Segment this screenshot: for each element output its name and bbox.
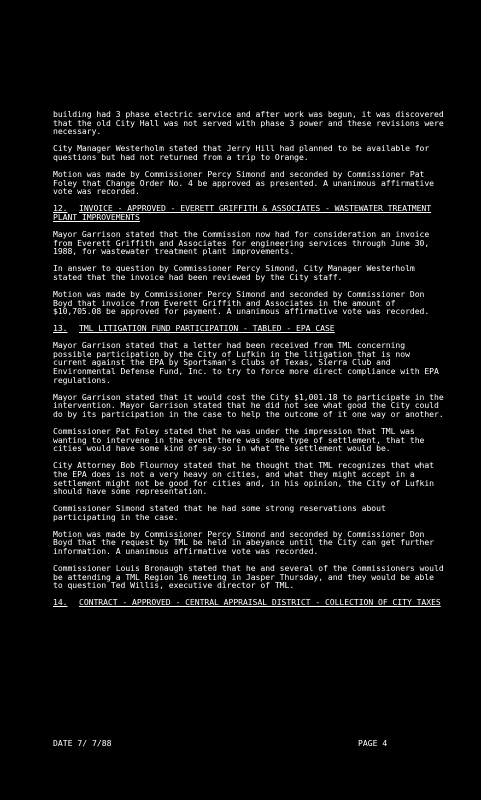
footer-date: DATE 7/ 7/88 [53, 738, 112, 748]
agenda-item-heading [53, 204, 445, 221]
document-body [53, 110, 445, 616]
scan-border [0, 0, 481, 10]
minutes-paragraph: Motion was made by Commissioner Percy Simond and seconded by Commissioner Pat Foley that Change Order No. 4 be approved as presented. A unanimous affirmative vote was recorded. [53, 168, 435, 197]
footer-page-number: PAGE 4 [358, 738, 388, 748]
minutes-paragraph: Mayor Garrison stated that it would cost the City $1,001.18 to participate in the intervention. Mayor Garrison stated that he did not see what good the City could do by its participation in the case to help the outcome of it one way or another. [53, 391, 444, 419]
minutes-paragraph: Commissioner Louis Bronaugh stated that he and several of the Commissioners would be attending a TML Region 16 meeting in Jasper Thursday, and they would be able to question Ted Willis, executive director of TML. [53, 563, 444, 591]
agenda-item-title: TML LITIGATION FUND PARTICIPATION - TABLED - EPA CASE [79, 323, 335, 334]
agenda-item-heading [53, 324, 445, 333]
agenda-item-number: 13. [53, 323, 68, 334]
minutes-paragraph: Commissioner Pat Foley stated that he was under the impression that TML was wanting to intervene in the event there was some type of settlement, that the cities would have some kind of say-so in what the settlement would be. [53, 426, 425, 454]
minutes-paragraph: Motion was made by Commissioner Percy Simond and seconded by Commissioner Don Boyd that invoice from Everett Griffith and Associates in the amount of $10,705.08 be approved for payment. A unanimous affirmative vote was recorded. [53, 288, 430, 317]
minutes-paragraph: Mayor Garrison stated that the Commission now had for consideration an invoice from Everett Griffith and Associates for engineering services through June 30, 1988, for wastewater treatment plant improvements. [53, 228, 430, 257]
minutes-paragraph: City Attorney Bob Flournoy stated that he thought that TML recognizes that what the EPA does is not a very heavy on cities, and what they might accept in a settlement might not be good for cities and, in his opinion, the City of Lufkin should have some representation. [53, 460, 435, 497]
minutes-paragraph: Mayor Garrison stated that a letter had been received from TML concerning possible participation by the City of Lufkin in the litigation that is now current against the EPA by Sportsman's Clubs of Texas, Sierra Club and Environmental Defense Fund, Inc. to try to force more direct compliance with EPA regulations. [53, 340, 439, 385]
minutes-paragraph: building had 3 phase electric service and after work was begun, it was discovered that the old City Hall was not served with phase 3 power and these revisions were necessary. [53, 109, 444, 137]
minutes-paragraph: Commissioner Simond stated that he had some strong reservations about participating in the case. [53, 503, 386, 522]
agenda-item-heading [53, 598, 445, 607]
agenda-item-number: 12. [53, 203, 68, 214]
agenda-item-title: INVOICE - APPROVED - EVERETT GRIFFITH & ASSOCIATES - WASTEWATER TREATMENT PLANT IMPROVEMENTS [53, 203, 432, 222]
agenda-item-title: CONTRACT - APPROVED - CENTRAL APPRAISAL DISTRICT - COLLECTION OF CITY TAXES [79, 597, 441, 608]
minutes-paragraph: Motion was made by Commissioner Percy Simond and seconded by Commissioner Don Boyd that the request by TML be held in abeyance until the City can get further information. A unanimous affirmative vote was recorded. [53, 528, 435, 557]
agenda-item-number: 14. [53, 597, 68, 608]
minutes-paragraph: In answer to question by Commissioner Percy Simond, City Manager Westerholm stated that the invoice had been reviewed by the City staff. [53, 263, 415, 282]
minutes-paragraph: City Manager Westerholm stated that Jerry Hill had planned to be available for questions but had not returned from a trip to Orange. [53, 143, 430, 162]
